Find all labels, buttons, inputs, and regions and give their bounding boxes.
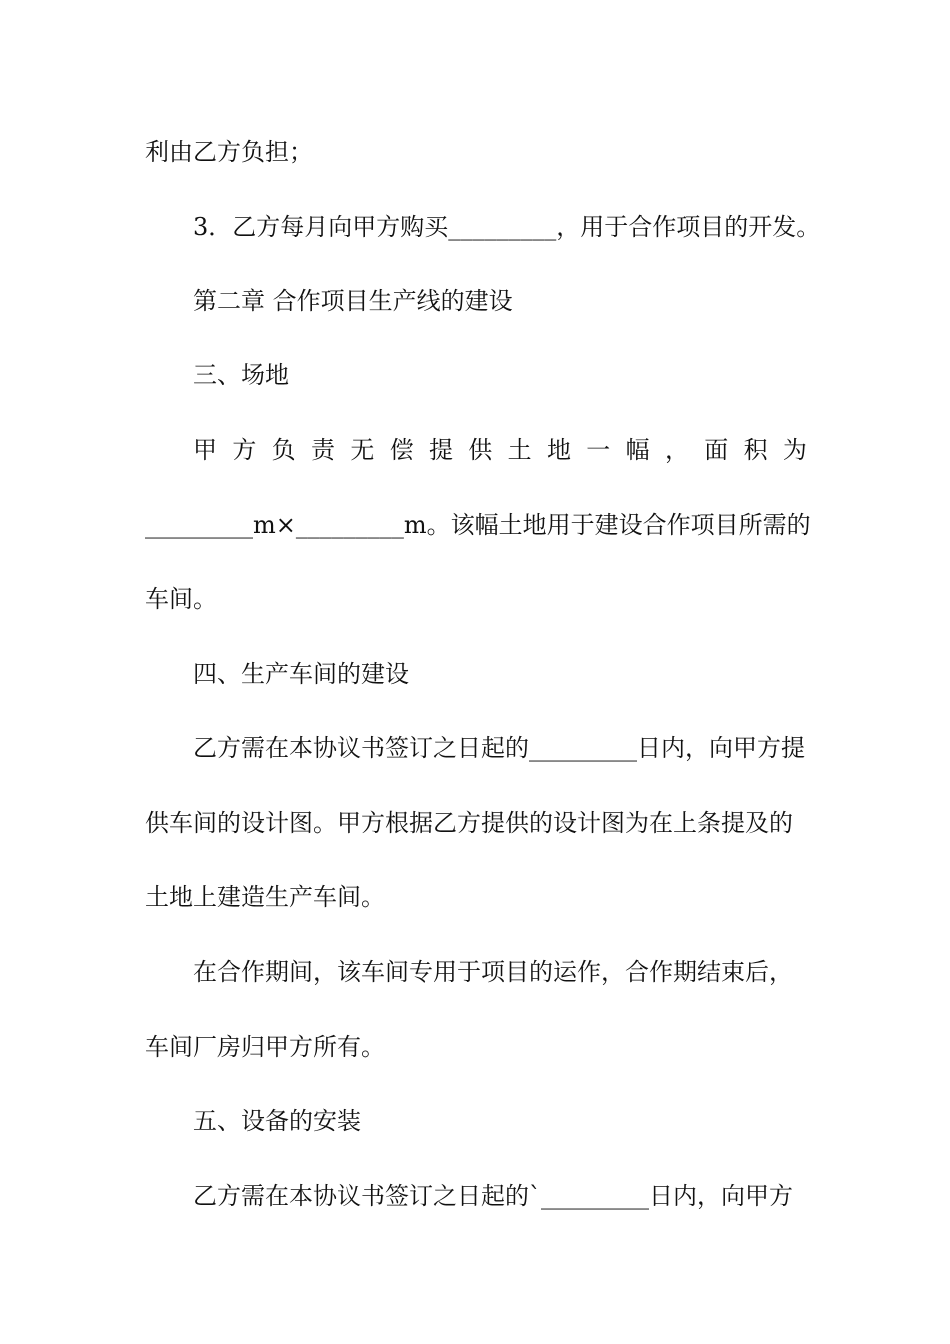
paragraph-line: 土地上建造生产车间。: [145, 883, 385, 911]
paragraph-line: 乙方需在本协议书签订之日起的`_________日内，向甲方: [193, 1182, 793, 1210]
spread-char: 地: [546, 436, 571, 464]
section-heading: 四、生产车间的建设: [193, 660, 409, 688]
spread-char: 无: [350, 436, 375, 464]
paragraph-line: 乙方需在本协议书签订之日起的_________日内，向甲方提: [193, 734, 805, 762]
paragraph-line: 3．乙方每月向甲方购买_________，用于合作项目的开发。: [193, 213, 821, 241]
paragraph-line: _________m×_________m。该幅土地用于建设合作项目所需的: [145, 511, 811, 539]
paragraph-line: 在合作期间，该车间专用于项目的运作，合作期结束后，: [193, 958, 793, 986]
spread-char: 面: [704, 436, 729, 464]
chapter-heading: 第二章 合作项目生产线的建设: [193, 287, 513, 315]
spread-char: 责: [310, 436, 335, 464]
spread-char: 一: [586, 436, 611, 464]
paragraph-line: 供车间的设计图。甲方根据乙方提供的设计图为在上条提及的: [145, 809, 793, 837]
paragraph-line: 利由乙方负担；: [145, 138, 313, 166]
spread-char: 偿: [389, 436, 414, 464]
section-heading: 三、场地: [193, 361, 289, 389]
spread-char: 负: [271, 436, 296, 464]
spread-char: 供: [468, 436, 493, 464]
spread-char: 方: [232, 436, 257, 464]
spread-char: 提: [428, 436, 453, 464]
paragraph-line: 车间厂房归甲方所有。: [145, 1033, 385, 1061]
paragraph-line-justified: [193, 435, 807, 465]
spread-char: 土: [507, 436, 532, 464]
spread-char: 为: [782, 436, 807, 464]
spread-char: 幅: [625, 436, 650, 464]
spread-char: 积: [743, 436, 768, 464]
spread-char: 甲: [193, 436, 217, 464]
section-heading: 五、设备的安装: [193, 1107, 361, 1135]
paragraph-line: 车间。: [145, 585, 217, 613]
spread-char: ，: [664, 436, 689, 464]
